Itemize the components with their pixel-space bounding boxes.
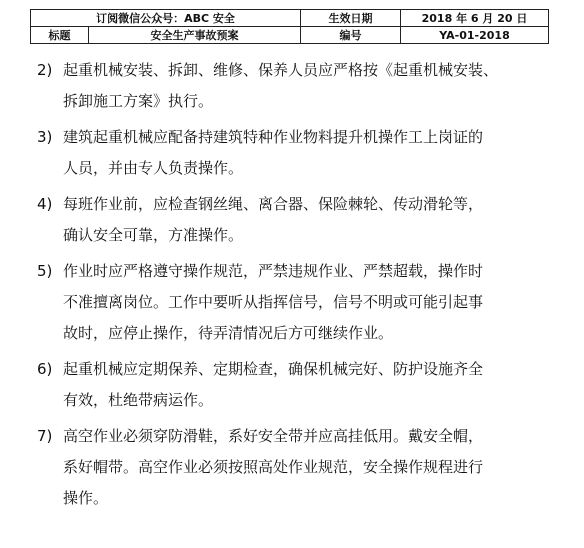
item-text-line: 操作。 bbox=[63, 489, 109, 507]
code-label: 编号 bbox=[301, 27, 401, 44]
item-text-line: 有效，杜绝带病运作。 bbox=[63, 391, 214, 409]
title-label: 标题 bbox=[31, 27, 89, 44]
item-text-line: 作业时应严格遵守操作规范，严禁违规作业、严禁超载，操作时 bbox=[63, 262, 484, 280]
item-text-line: 不准擅离岗位。工作中要听从指挥信号，信号不明或可能引起事 bbox=[63, 293, 484, 311]
item-text-line: 系好帽带。高空作业必须按照高处作业规范，安全操作规程进行 bbox=[63, 458, 484, 476]
list-item bbox=[37, 189, 557, 251]
list-item bbox=[37, 122, 557, 184]
item-text-line: 建筑起重机械应配备持建筑特种作业物料提升机操作工上岗证的 bbox=[63, 128, 484, 146]
list-item bbox=[37, 256, 557, 349]
list-item bbox=[37, 55, 557, 117]
list-item bbox=[37, 354, 557, 416]
header-row-1 bbox=[31, 10, 549, 27]
item-text-line: 每班作业前，应检查钢丝绳、离合器、保险棘轮、传动滑轮等， bbox=[63, 195, 484, 213]
item-text-line: 人员，并由专人负责操作。 bbox=[63, 159, 244, 177]
item-number: 7) bbox=[37, 427, 53, 445]
document-code: YA-01-2018 bbox=[401, 27, 549, 44]
item-number: 6) bbox=[37, 360, 53, 378]
item-number: 4) bbox=[37, 195, 53, 213]
header-row-2 bbox=[31, 27, 549, 44]
item-number: 3) bbox=[37, 128, 53, 146]
effective-date-label: 生效日期 bbox=[301, 10, 401, 27]
item-text-line: 起重机械应定期保养、定期检查，确保机械完好、防护设施齐全 bbox=[63, 360, 484, 378]
item-text-line: 高空作业必须穿防滑鞋，系好安全带并应高挂低用。戴安全帽， bbox=[63, 427, 484, 445]
subscription-cell: 订阅微信公众号：ABC 安全 bbox=[31, 10, 301, 27]
effective-date-value: 2018 年 6 月 20 日 bbox=[401, 10, 549, 27]
list-item bbox=[37, 421, 557, 514]
item-number: 5) bbox=[37, 262, 53, 280]
item-number: 2) bbox=[37, 61, 53, 79]
document-header-table bbox=[30, 9, 549, 44]
item-text-line: 拆卸施工方案》执行。 bbox=[63, 92, 214, 110]
item-text-line: 起重机械安装、拆卸、维修、保养人员应严格按《起重机械安装、 bbox=[63, 61, 499, 79]
document-title: 安全生产事故预案 bbox=[89, 27, 301, 44]
item-text-line: 故时，应停止操作，待弄清情况后方可继续作业。 bbox=[63, 324, 394, 342]
item-text-line: 确认安全可靠，方准操作。 bbox=[63, 226, 244, 244]
safety-rules-list bbox=[37, 55, 557, 519]
